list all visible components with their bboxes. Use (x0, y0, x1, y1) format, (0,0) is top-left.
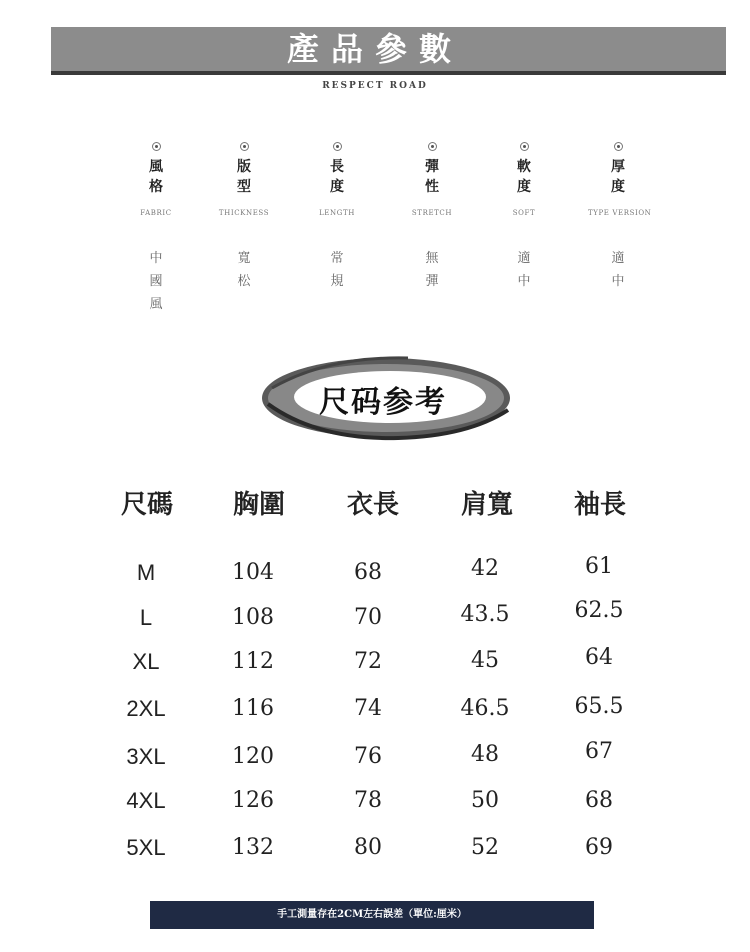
param-english: STRETCH (411, 209, 453, 217)
cell-size: M (136, 560, 156, 585)
cell-length: 72 (354, 649, 382, 674)
cell-shoulder: 42 (471, 556, 499, 581)
col-header-sleeve: 袖長 (573, 490, 626, 520)
cell-size: 2XL (126, 696, 166, 721)
cell-shoulder: 45 (471, 648, 499, 673)
cell-size: 5XL (126, 835, 166, 860)
param-name: 長度 (330, 159, 344, 195)
param-english: SOFT (512, 209, 536, 217)
param-english: TYPE VERSION (588, 209, 652, 217)
cell-shoulder: 43.5 (460, 602, 510, 627)
cell-chest: 108 (232, 605, 274, 630)
cell-shoulder: 46.5 (460, 696, 510, 721)
bullet-icon (428, 142, 437, 151)
page-subtitle: RESPECT ROAD (322, 81, 428, 91)
cell-size: 4XL (126, 788, 166, 813)
param-value: 中國風 (149, 251, 163, 312)
cell-shoulder: 48 (471, 742, 499, 767)
cell-sleeve: 62.5 (574, 598, 624, 623)
param-value: 適中 (611, 251, 625, 289)
param-name: 彈性 (425, 159, 439, 195)
cell-length: 76 (354, 744, 382, 769)
param-english: FABRIC (140, 209, 172, 217)
param-name: 風格 (149, 159, 163, 195)
param-stretch (402, 142, 462, 293)
bullet-icon (240, 142, 249, 151)
param-length (307, 142, 367, 293)
cell-length: 74 (354, 696, 382, 721)
cell-sleeve: 68 (585, 788, 613, 813)
cell-chest: 104 (232, 560, 274, 585)
cell-size: 3XL (126, 744, 166, 769)
param-value: 寬松 (237, 251, 251, 289)
size-reference-title: 尺码参考 (319, 385, 447, 420)
param-thickness (588, 142, 652, 293)
cell-length: 68 (354, 560, 382, 585)
param-fit (214, 142, 274, 293)
param-name: 厚度 (611, 159, 625, 195)
cell-sleeve: 69 (585, 835, 613, 860)
param-value: 常規 (330, 251, 344, 289)
bullet-icon (614, 142, 623, 151)
cell-length: 78 (354, 788, 382, 813)
cell-sleeve: 65.5 (574, 694, 624, 719)
measurement-note: 手工測量存在2CM左右誤差（單位:厘米） (277, 909, 467, 920)
cell-shoulder: 50 (471, 788, 499, 813)
col-header-shoulder: 肩寬 (460, 490, 513, 520)
page-title: 產品參數 (286, 30, 463, 68)
param-style (126, 142, 186, 316)
cell-chest: 120 (232, 744, 274, 769)
cell-size: L (139, 605, 153, 630)
cell-chest: 116 (232, 696, 274, 721)
bullet-icon (152, 142, 161, 151)
param-english: THICKNESS (218, 209, 270, 217)
cell-length: 70 (354, 605, 382, 630)
cell-shoulder: 52 (471, 835, 499, 860)
bullet-icon (520, 142, 529, 151)
col-header-size: 尺碼 (120, 490, 173, 520)
header-underline (51, 71, 726, 75)
param-value: 無彈 (425, 251, 439, 289)
bullet-icon (333, 142, 342, 151)
cell-size: XL (132, 649, 160, 674)
param-english: LENGTH (319, 209, 355, 217)
cell-sleeve: 61 (585, 554, 613, 579)
param-name: 版型 (237, 159, 251, 195)
cell-sleeve: 64 (585, 645, 613, 670)
col-header-chest: 胸圍 (232, 490, 285, 520)
col-header-length: 衣長 (346, 490, 399, 520)
cell-chest: 112 (232, 649, 274, 674)
cell-length: 80 (354, 835, 382, 860)
cell-chest: 132 (232, 835, 274, 860)
param-value: 適中 (517, 251, 531, 289)
cell-sleeve: 67 (585, 739, 613, 764)
param-name: 軟度 (517, 159, 531, 195)
cell-chest: 126 (232, 788, 274, 813)
param-softness (494, 142, 554, 293)
